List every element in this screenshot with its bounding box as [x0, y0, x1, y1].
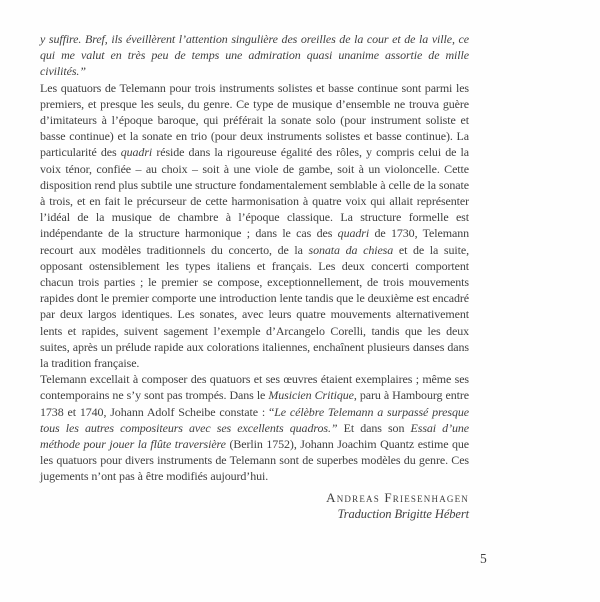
author-name: Andreas Friesenhagen: [326, 489, 469, 505]
text-run: , paru à Hambourg entre 1738 et 1740, Johann Adolf Scheibe constate : “: [40, 388, 470, 419]
signature-block: [40, 489, 469, 523]
text-run: (Berlin 1752), Johann Joachim Quantz estime que les quatuors pour divers instruments de Telemann sont de superbes modèles du genre. Ces jugements n’ont pas à être modifiés aujourd’hui.: [40, 437, 470, 484]
text-run: Et dans son: [337, 420, 411, 435]
text-run: réside dans la rigoureuse égalité des rôles, y compris celui de la voix ténor, confiée – au choix – soit à une viole de gambe, soit à un violoncelle. Cette disposition rend plus subtile une structure fondamentalement semblable à celle de la sonate à trois, et en fait le précurseur de cette harmonisation à quatre voix qui allait représenter l’idéal de la musique de chambre à l’époque classique. La structure formelle est indépendante de la structure harmonique ; dans le cas des: [40, 145, 470, 241]
paragraph-critical-reception: [40, 371, 469, 484]
text-run: et de la suite, opposant ostensiblement les types italiens et français. Les deux concerti comportent chacun trois parties ; le premier se compose, exceptionnellement, de trois mouvements rapides dont le premier comporte une introduction lente tandis que le deuxième est encadré par deux largos identiques. Les sonates, avec leurs quatre mouvements alternativement lents et rapides, suivent sagement l’exemple d’Arcangelo Corelli, tandis que les deux suites, après un prélude rapide aux colorations italiennes, enchaînent plusieurs danses dans la tradition française.: [40, 242, 469, 371]
body-text: [40, 31, 469, 523]
italic-text-run: y suffire. Bref, ils éveillèrent l’attention singulière des oreilles de la cour et de la ville, ce qui me valut en très peu de temps une admiration quasi unanime assortie de mille civilités.”: [40, 32, 469, 79]
italic-text-run: quadri: [337, 226, 370, 241]
italic-text-run: Essai d’une méthode pour jouer la flûte traversière: [40, 420, 470, 452]
italic-text-run: quadri: [120, 145, 153, 160]
italic-text-run: Le célèbre Telemann a surpassé presque tous les autres compositeurs avec ses excellents quadros.”: [40, 404, 469, 435]
text-run: Telemann excellait à composer des quatuors et ses œuvres étaient exemplaires ; même ses contemporains ne s’y sont pas trompés. Dans le: [40, 372, 469, 403]
text-run: Les quatuors de Telemann pour trois instruments solistes et basse continue sont parmi les premiers, et presque les seuls, du genre. Ce type de musique d’ensemble ne trouva guère d’imitateurs à l’époque baroque, qui préférait la sonate solo (pour instrument soliste et basse continue) et la sonate en trio (pour deux instruments solistes et basse continue). La particularité des: [40, 80, 469, 160]
text-run: de 1730, Telemann recourt aux modèles traditionnels du concerto, de la: [40, 226, 469, 257]
page-number: 5: [480, 551, 487, 566]
quote-continuation-paragraph: [40, 31, 469, 80]
translation-credit: Traduction Brigitte Hébert: [337, 506, 469, 521]
italic-text-run: sonata da chiesa: [308, 242, 394, 257]
italic-text-run: Musicien Critique: [268, 388, 354, 403]
paragraph-quatuors-description: [40, 80, 469, 372]
